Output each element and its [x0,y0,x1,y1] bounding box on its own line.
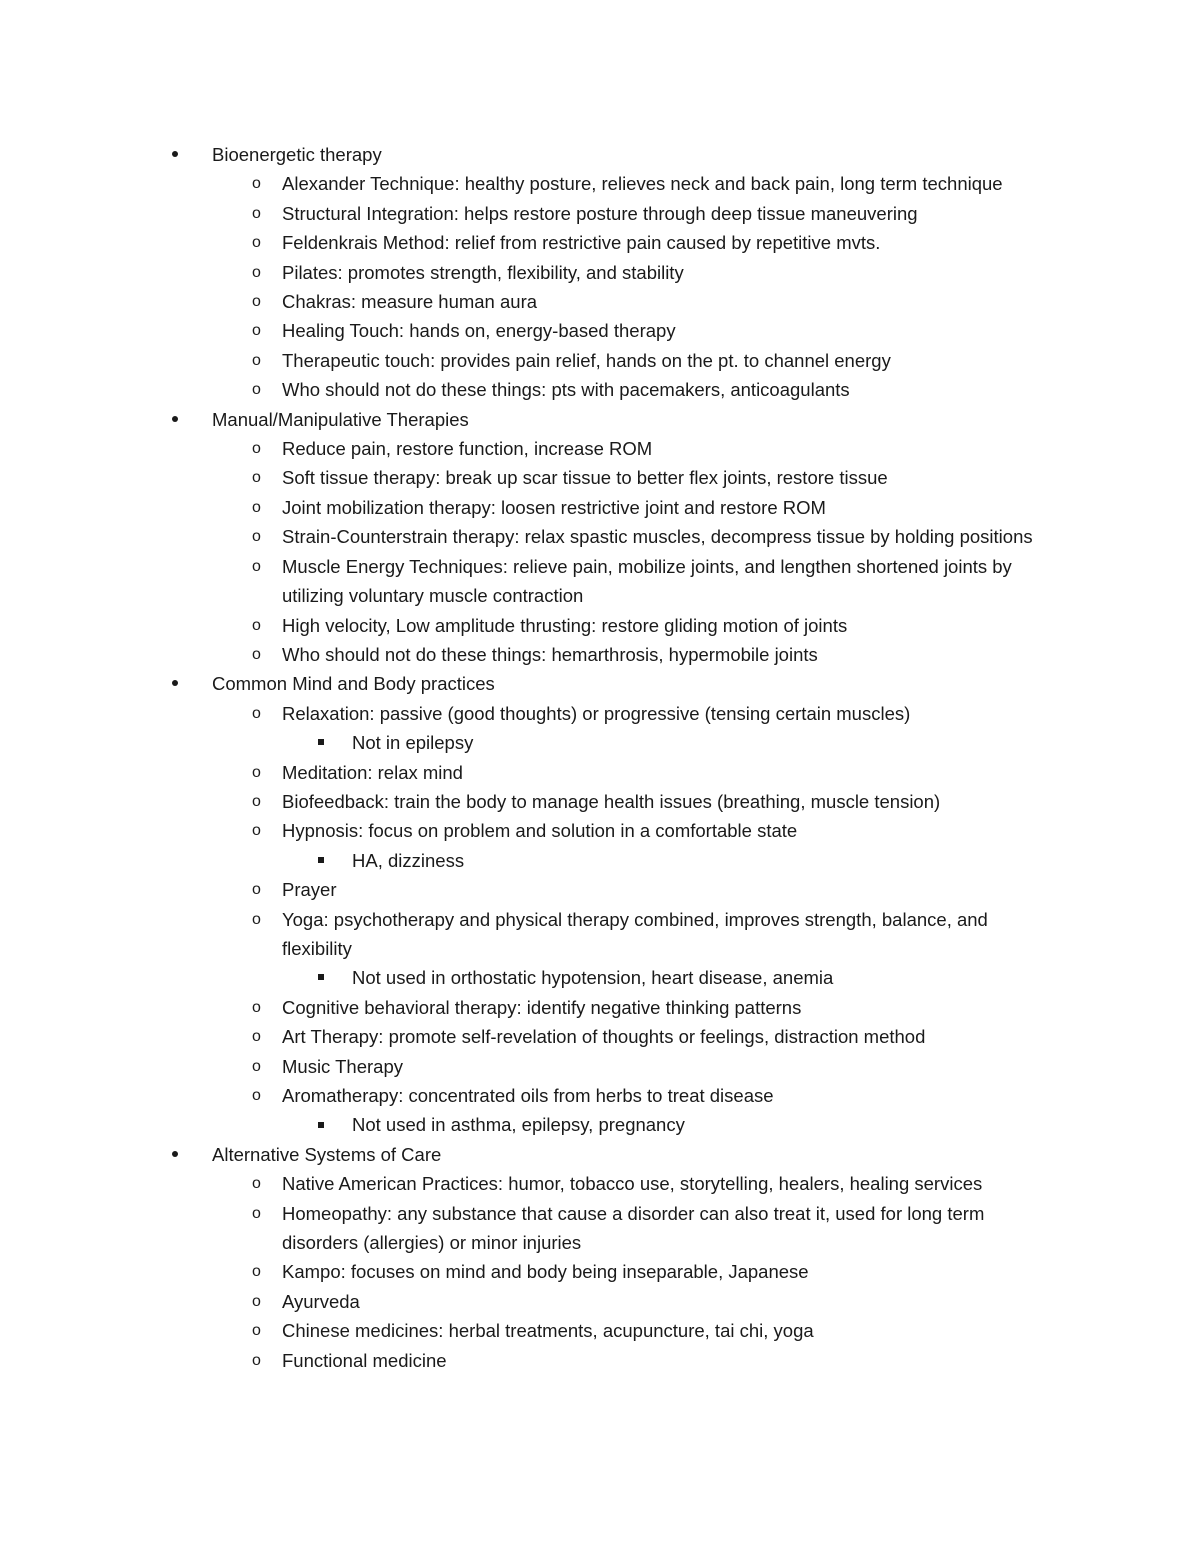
section-items [212,434,1200,669]
section-title: Bioenergetic therapy [212,144,382,165]
section-title: Manual/Manipulative Therapies [212,408,469,430]
sub-items [282,728,1200,757]
sub-item-text: Not used in orthostatic hypotension, heart disease, anemia [352,967,834,989]
section-item [212,405,1200,670]
bullet-icon [172,1140,178,1169]
list-item [252,522,1200,551]
list-item-text: Hypnosis: focus on problem and solution in a comfortable state [282,820,798,842]
list-item [252,434,1200,463]
list-item [252,1052,1200,1081]
list-item-text: Prayer [282,879,337,901]
circle-bullet-icon: o [252,440,261,458]
list-item [252,552,1200,611]
list-item [252,287,1200,316]
circle-bullet-icon: o [252,645,261,663]
section-item [212,669,1200,1140]
list-item-text: Cognitive behavioral therapy: identify negative thinking patterns [282,996,802,1018]
list-item [252,316,1200,345]
list-item [252,699,1200,758]
bullet-icon [172,405,178,434]
circle-bullet-icon: o [252,263,261,281]
sub-item [352,728,1200,757]
list-item [252,1081,1200,1140]
circle-bullet-icon: o [252,822,261,840]
list-item-text: Joint mobilization therapy: loosen restrictive joint and restore ROM [282,496,826,518]
circle-bullet-icon: o [252,763,261,781]
list-item-text: Reduce pain, restore function, increase ROM [282,438,653,460]
list-item [252,1257,1200,1286]
sub-item [352,963,1200,992]
list-item-text: Meditation: relax mind [282,761,463,783]
list-item-text: Pilates: promotes strength, flexibility, and stability [282,261,684,283]
list-item-text: Healing Touch: hands on, energy-based therapy [282,320,676,342]
circle-bullet-icon: o [252,616,261,634]
square-bullet-icon [318,728,324,757]
circle-bullet-icon: o [252,1175,261,1193]
circle-bullet-icon: o [252,351,261,369]
circle-bullet-icon: o [252,381,261,399]
section-items [212,169,1200,404]
bullet-icon [172,140,178,169]
circle-bullet-icon: o [252,557,261,575]
list-item [252,169,1200,198]
circle-bullet-icon: o [252,498,261,516]
list-item-text: Soft tissue therapy: break up scar tissue to better flex joints, restore tissue [282,467,888,489]
list-item [252,493,1200,522]
list-item [252,787,1200,816]
list-item [252,875,1200,904]
circle-bullet-icon: o [252,792,261,810]
list-item [252,228,1200,257]
sub-item [352,846,1200,875]
circle-bullet-icon: o [252,234,261,252]
list-item-text: Yoga: psychotherapy and physical therapy combined, improves strength, balance, and flexibility [282,908,988,959]
circle-bullet-icon: o [252,704,261,722]
circle-bullet-icon: o [252,293,261,311]
list-item [252,758,1200,787]
circle-bullet-icon: o [252,910,261,928]
list-item-text: Therapeutic touch: provides pain relief, hands on the pt. to channel energy [282,349,891,371]
list-item-text: Art Therapy: promote self-revelation of thoughts or feelings, distraction method [282,1026,926,1048]
list-item-text: Alexander Technique: healthy posture, relieves neck and back pain, long term technique [282,173,1003,195]
sub-item [352,1110,1200,1139]
document-page [0,140,1200,1375]
circle-bullet-icon: o [252,322,261,340]
section-item [212,140,1200,405]
circle-bullet-icon: o [252,1028,261,1046]
section-title: Common Mind and Body practices [212,673,495,695]
section-items [212,699,1200,1140]
list-item-text: Who should not do these things: hemarthrosis, hypermobile joints [282,643,818,665]
list-item [252,346,1200,375]
sub-items [282,963,1200,992]
list-item-text: Feldenkrais Method: relief from restrictive pain caused by repetitive mvts. [282,232,881,254]
circle-bullet-icon: o [252,1263,261,1281]
outline-list [0,140,1200,1375]
section-item [212,1140,1200,1375]
sub-items [282,1110,1200,1139]
sub-item-text: Not in epilepsy [352,732,474,754]
circle-bullet-icon: o [252,175,261,193]
list-item [252,199,1200,228]
sub-item-text: Not used in asthma, epilepsy, pregnancy [352,1114,685,1136]
list-item [252,1346,1200,1375]
circle-bullet-icon: o [252,1057,261,1075]
list-item-text: Music Therapy [282,1055,403,1077]
list-item [252,1199,1200,1258]
sub-items [282,846,1200,875]
square-bullet-icon [318,1110,324,1139]
list-item [252,1169,1200,1198]
list-item [252,993,1200,1022]
circle-bullet-icon: o [252,204,261,222]
list-item-text: Ayurveda [282,1290,360,1312]
list-item [252,1022,1200,1051]
circle-bullet-icon: o [252,1351,261,1369]
list-item [252,375,1200,404]
list-item-text: Chinese medicines: herbal treatments, acupuncture, tai chi, yoga [282,1320,814,1342]
list-item-text: Who should not do these things: pts with pacemakers, anticoagulants [282,379,850,401]
section-title: Alternative Systems of Care [212,1143,442,1165]
list-item-text: High velocity, Low amplitude thrusting: restore gliding motion of joints [282,614,848,636]
list-item-text: Aromatherapy: concentrated oils from herbs to treat disease [282,1085,774,1106]
circle-bullet-icon: o [252,469,261,487]
list-item-text: Structural Integration: helps restore posture through deep tissue maneuvering [282,202,918,224]
list-item [252,1287,1200,1316]
circle-bullet-icon: o [252,1322,261,1340]
list-item [252,640,1200,669]
list-item-text: Functional medicine [282,1349,447,1371]
list-item [252,816,1200,875]
circle-bullet-icon: o [252,998,261,1016]
square-bullet-icon [318,846,324,875]
list-item-text: Strain-Counterstrain therapy: relax spastic muscles, decompress tissue by holding positions [282,526,1033,548]
list-item [252,463,1200,492]
circle-bullet-icon: o [252,881,261,899]
list-item [252,905,1200,993]
list-item-text: Homeopathy: any substance that cause a disorder can also treat it, used for long term disorders (allergies) or minor injuries [282,1202,985,1254]
list-item-text: Biofeedback: train the body to manage health issues (breathing, muscle tension) [282,790,941,812]
list-item [252,1316,1200,1345]
list-item-text: Kampo: focuses on mind and body being inseparable, Japanese [282,1261,809,1283]
square-bullet-icon [318,963,324,992]
list-item [252,258,1200,287]
list-item [252,611,1200,640]
circle-bullet-icon: o [252,1204,261,1222]
circle-bullet-icon: o [252,1292,261,1310]
list-item-text: Relaxation: passive (good thoughts) or progressive (tensing certain muscles) [282,702,911,724]
list-item-text: Muscle Energy Techniques: relieve pain, mobilize joints, and lengthen shortened joints by utilizing voluntary muscle contraction [282,555,1012,607]
section-items [212,1169,1200,1375]
bullet-icon [172,669,178,698]
list-item-text: Chakras: measure human aura [282,291,538,313]
circle-bullet-icon: o [252,1087,261,1104]
sub-item-text: HA, dizziness [352,849,465,871]
circle-bullet-icon: o [252,528,261,546]
list-item-text: Native American Practices: humor, tobacco use, storytelling, healers, healing services [282,1173,983,1195]
